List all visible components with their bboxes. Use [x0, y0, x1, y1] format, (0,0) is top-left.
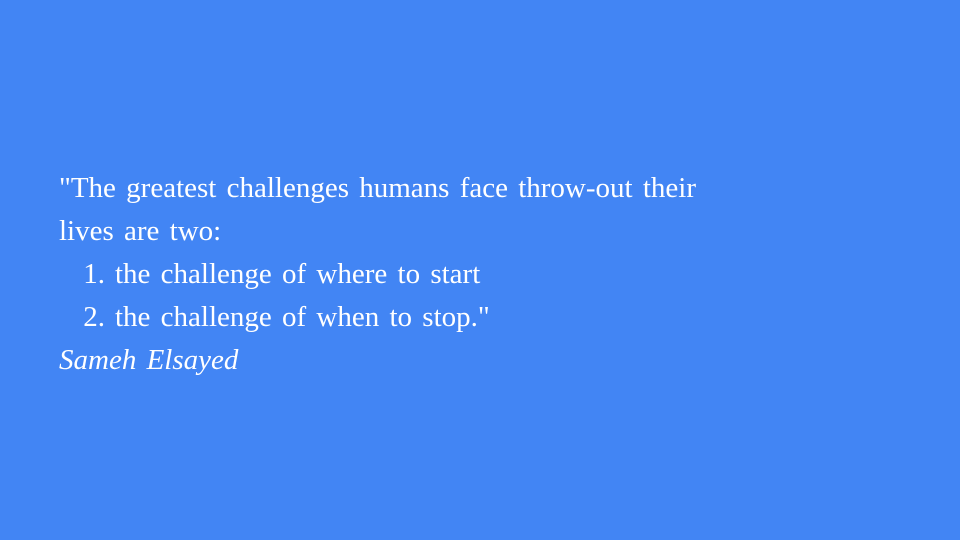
list-item-1 — [59, 253, 909, 296]
quote-block — [59, 167, 909, 382]
list-item-number: 2. — [83, 301, 105, 333]
list-item-2 — [59, 296, 909, 339]
quote-line-2: lives are two: — [59, 215, 222, 247]
quote-author: Sameh Elsayed — [59, 344, 239, 376]
quote-line-1: "The greatest challenges humans face throw-out their — [59, 172, 696, 204]
list-item-number: 1. — [83, 258, 105, 290]
list-item-text: the challenge of where to start — [115, 258, 481, 290]
list-item-text: the challenge of when to stop." — [115, 301, 490, 333]
